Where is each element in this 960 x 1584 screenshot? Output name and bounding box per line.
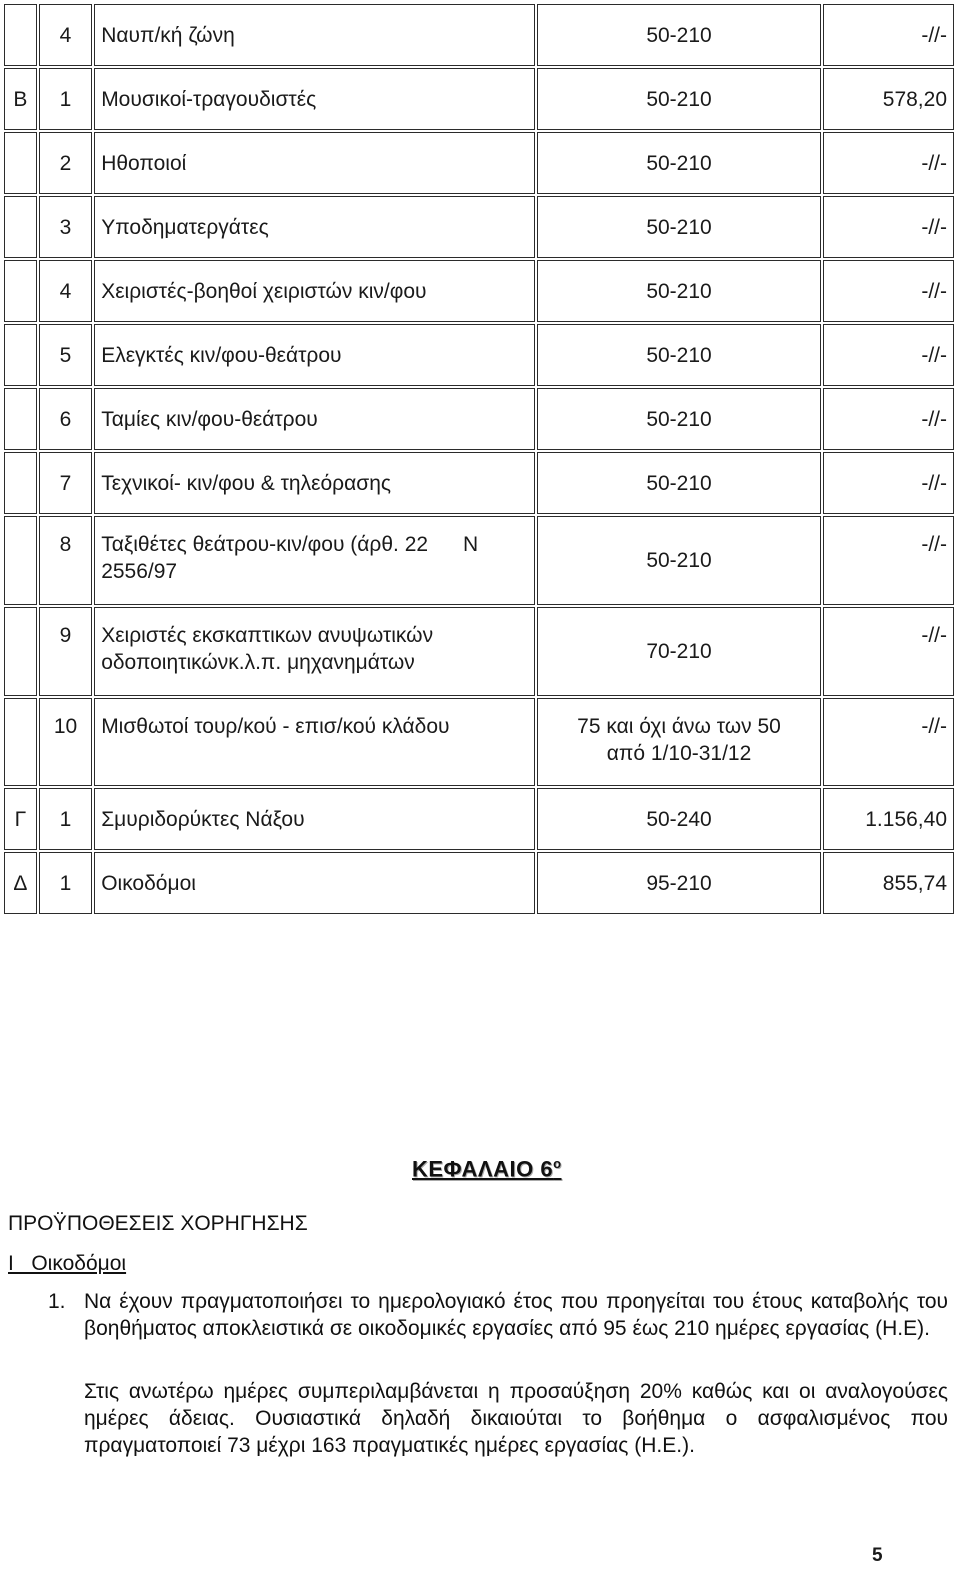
group-cell bbox=[4, 607, 37, 696]
group-cell: Δ bbox=[4, 852, 37, 914]
group-cell bbox=[4, 698, 37, 786]
benefits-table bbox=[2, 2, 956, 916]
occupation-name: Τεχνικοί- κιν/φου & τηλεόρασης bbox=[94, 452, 535, 514]
row-number: 6 bbox=[39, 388, 92, 450]
days-range: 50-210 bbox=[537, 452, 820, 514]
chapter-heading bbox=[412, 1156, 562, 1182]
amount-cell: 1.156,40 bbox=[823, 788, 954, 850]
group-cell bbox=[4, 196, 37, 258]
group-cell bbox=[4, 132, 37, 194]
row-number: 3 bbox=[39, 196, 92, 258]
amount-cell: 578,20 bbox=[823, 68, 954, 130]
row-number: 8 bbox=[39, 516, 92, 605]
group-cell bbox=[4, 4, 37, 66]
amount-cell: -//- bbox=[823, 260, 954, 322]
days-range: 50-210 bbox=[537, 516, 820, 605]
row-number: 9 bbox=[39, 607, 92, 696]
occupation-name: Οικοδόμοι bbox=[94, 852, 535, 914]
days-range: 70-210 bbox=[537, 607, 820, 696]
paragraph-1-text: Να έχουν πραγματοποιήσει το ημερολογιακό έτος που προηγείται του έτους καταβολής του βοηθήματος αποκλειστικά σε οικοδομικές εργασίες από 95 έως 210 ημέρες εργασίας (Η.Ε). bbox=[84, 1290, 948, 1340]
amount-cell: -//- bbox=[823, 388, 954, 450]
amount-cell: -//- bbox=[823, 452, 954, 514]
occupation-name-line2: οδοποιητικώνκ.λ.π. μηχανημάτων bbox=[101, 651, 415, 674]
occupation-name-cell bbox=[94, 516, 535, 605]
table-row bbox=[4, 516, 954, 605]
days-range-line2: από 1/10-31/12 bbox=[606, 742, 752, 765]
sub-title: Ι Οικοδόμοι bbox=[8, 1252, 127, 1275]
occupation-name: Χειριστές-βοηθοί χειριστών κιν/φου bbox=[94, 260, 535, 322]
amount-cell: -//- bbox=[823, 196, 954, 258]
table-row bbox=[4, 260, 954, 322]
chapter-ordinal: ο bbox=[553, 1156, 562, 1171]
paragraph-2: Στις ανωτέρω ημέρες συμπεριλαμβάνεται η προσαύξηση 20% καθώς και οι αναλογούσες ημέρες άδειας. Ουσιαστικά δηλαδή δικαιούται το βοήθημα ο ασφαλισμένος που πραγματοποιεί 73 μέχρι 163 πραγματικές ημέρες εργασίας (Η.Ε.). bbox=[84, 1380, 948, 1457]
days-range: 50-210 bbox=[537, 260, 820, 322]
days-range: 50-210 bbox=[537, 132, 820, 194]
row-number: 1 bbox=[39, 852, 92, 914]
group-cell bbox=[4, 452, 37, 514]
table-row bbox=[4, 788, 954, 850]
occupation-name: Ηθοποιοί bbox=[94, 132, 535, 194]
row-number: 1 bbox=[39, 68, 92, 130]
amount-cell: -//- bbox=[823, 698, 954, 786]
occupation-name: Ταμίες κιν/φου-θεάτρου bbox=[94, 388, 535, 450]
group-cell bbox=[4, 324, 37, 386]
group-cell: Γ bbox=[4, 788, 37, 850]
table-row bbox=[4, 4, 954, 66]
amount-cell: -//- bbox=[823, 607, 954, 696]
amount-cell: -//- bbox=[823, 516, 954, 605]
table-row bbox=[4, 388, 954, 450]
table-row bbox=[4, 196, 954, 258]
occupation-name: Σμυριδορύκτες Νάξου bbox=[94, 788, 535, 850]
days-range: 50-210 bbox=[537, 388, 820, 450]
row-number: 4 bbox=[39, 260, 92, 322]
row-number: 10 bbox=[39, 698, 92, 786]
occupation-name: Χειριστές εκσκαπτικων ανυψωτικών bbox=[101, 624, 434, 647]
row-number: 2 bbox=[39, 132, 92, 194]
occupation-name-line2: 2556/97 bbox=[101, 560, 178, 583]
amount-cell: -//- bbox=[823, 4, 954, 66]
amount-cell: -//- bbox=[823, 132, 954, 194]
chapter-title: ΚΕΦΑΛΑΙΟ 6 bbox=[412, 1156, 554, 1182]
occupation-name: Μισθωτοί τουρ/κού - επισ/κού κλάδου bbox=[94, 698, 535, 786]
table-row bbox=[4, 452, 954, 514]
occupation-name-cell bbox=[94, 607, 535, 696]
occupation-name: Ελεγκτές κιν/φου-θεάτρου bbox=[94, 324, 535, 386]
group-cell bbox=[4, 388, 37, 450]
table-row bbox=[4, 852, 954, 914]
row-number: 4 bbox=[39, 4, 92, 66]
amount-cell: -//- bbox=[823, 324, 954, 386]
section-title: ΠΡΟΫΠΟΘΕΣΕΙΣ ΧΟΡΗΓΗΣΗΣ bbox=[8, 1212, 308, 1235]
occupation-name: Ταξιθέτες θεάτρου-κιν/φου (άρθ. 22 Ν bbox=[101, 533, 479, 556]
occupation-name: Ναυπ/κή ζώνη bbox=[94, 4, 535, 66]
row-number: 7 bbox=[39, 452, 92, 514]
days-range: 50-210 bbox=[537, 4, 820, 66]
occupation-name: Μουσικοί-τραγουδιστές bbox=[94, 68, 535, 130]
days-range-cell bbox=[537, 698, 820, 786]
days-range: 50-210 bbox=[537, 68, 820, 130]
row-number: 1 bbox=[39, 788, 92, 850]
occupation-name: Υποδηματεργάτες bbox=[94, 196, 535, 258]
group-cell bbox=[4, 260, 37, 322]
days-range: 50-210 bbox=[537, 324, 820, 386]
days-range: 50-240 bbox=[537, 788, 820, 850]
days-range: 95-210 bbox=[537, 852, 820, 914]
days-range: 75 και όχι άνω των 50 bbox=[577, 715, 781, 738]
table-row bbox=[4, 324, 954, 386]
paragraph-1-number: 1. bbox=[48, 1290, 66, 1313]
table-row bbox=[4, 607, 954, 696]
days-range: 50-210 bbox=[537, 196, 820, 258]
table-row bbox=[4, 132, 954, 194]
paragraph-1 bbox=[48, 1288, 948, 1342]
group-cell bbox=[4, 516, 37, 605]
table-row bbox=[4, 68, 954, 130]
table-row bbox=[4, 698, 954, 786]
group-cell: Β bbox=[4, 68, 37, 130]
row-number: 5 bbox=[39, 324, 92, 386]
amount-cell: 855,74 bbox=[823, 852, 954, 914]
page-number: 5 bbox=[872, 1545, 883, 1566]
